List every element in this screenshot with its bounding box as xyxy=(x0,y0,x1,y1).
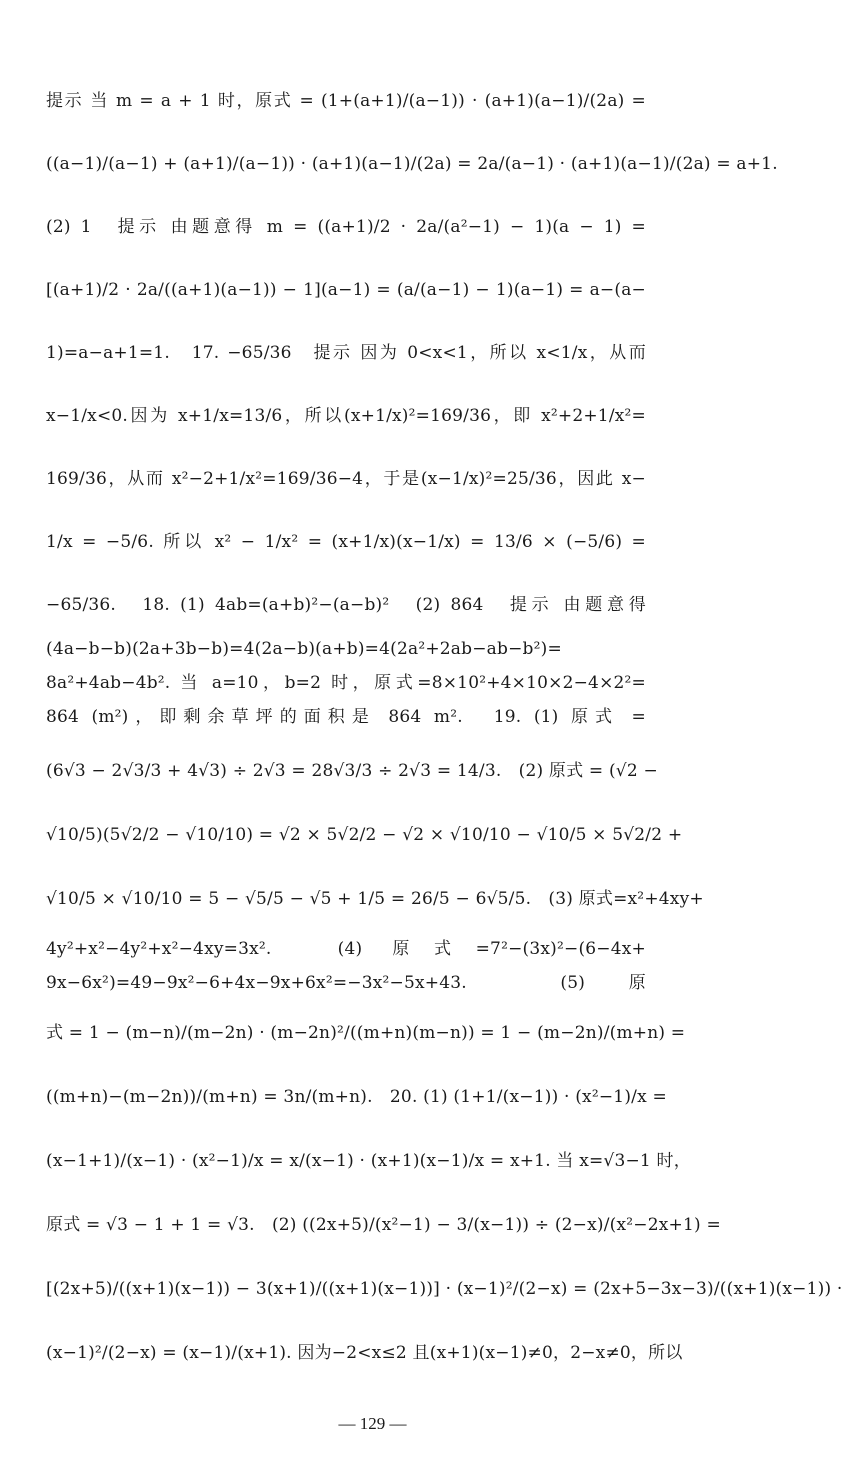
text-line: 提示 当 m = a + 1 时，原式 = (1+(a+1)/(a−1)) · (a+1)(a−1)/(2a) = xyxy=(46,91,646,111)
text-line: 169/36，从而 x²−2+1/x²=169/36−4，于是(x−1/x)²=25/36，因此 x− xyxy=(46,469,646,489)
page-number: — 129 — xyxy=(338,1414,407,1433)
text-line: −65/36. 18. (1) 4ab=(a+b)²−(a−b)² (2) 864 提示 由题意得 xyxy=(46,595,646,615)
text-line: (2) 1 提示 由题意得 m = ((a+1)/2 · 2a/(a²−1) − 1)(a − 1) = xyxy=(46,217,646,237)
text-line: 1)=a−a+1=1. 17. −65/36 提示 因为 0<x<1，所以 x<1/x，从而 xyxy=(46,343,646,363)
text-line: 1/x = −5/6. 所以 x² − 1/x² = (x+1/x)(x−1/x) = 13/6 × (−5/6) = xyxy=(46,532,646,552)
text-line: (4a−b−b)(2a+3b−b)=4(2a−b)(a+b)=4(2a²+2ab−ab−b²)= xyxy=(46,639,562,659)
text-line: (x−1)²/(2−x) = (x−1)/(x+1). 因为−2<x≤2 且(x+1)(x−1)≠0，2−x≠0，所以 xyxy=(46,1343,683,1363)
text-line: √10/5)(5√2/2 − √10/10) = √2 × 5√2/2 − √2 × √10/10 − √10/5 × 5√2/2 + xyxy=(46,825,683,845)
text-line: 4y²+x²−4y²+x²−4xy=3x². (4) 原式=7²−(3x)²−(6−4x+ xyxy=(46,939,646,959)
text-line: 原式 = √3 − 1 + 1 = √3. (2) ((2x+5)/(x²−1) − 3/(x−1)) ÷ (2−x)/(x²−2x+1) = xyxy=(46,1215,721,1235)
text-line: x−1/x<0.因为 x+1/x=13/6，所以(x+1/x)²=169/36，即 x²+2+1/x²= xyxy=(46,406,646,426)
text-line: (x−1+1)/(x−1) · (x²−1)/x = x/(x−1) · (x+1)(x−1)/x = x+1. 当 x=√3−1 时， xyxy=(46,1151,691,1171)
text-line: 8a²+4ab−4b². 当 a=10，b=2 时，原式=8×10²+4×10×2−4×2²= xyxy=(46,673,646,693)
text-line: 864 (m²)，即剩余草坪的面积是 864 m². 19. (1) 原式 = xyxy=(46,707,646,727)
text-line: 式 = 1 − (m−n)/(m−2n) · (m−2n)²/((m+n)(m−n)) = 1 − (m−2n)/(m+n) = xyxy=(46,1023,686,1043)
text-line: [(2x+5)/((x+1)(x−1)) − 3(x+1)/((x+1)(x−1))] · (x−1)²/(2−x) = (2x+5−3x−3)/((x+1)(x−1)) · xyxy=(46,1279,843,1299)
text-line: √10/5 × √10/10 = 5 − √5/5 − √5 + 1/5 = 26/5 − 6√5/5. (3) 原式=x²+4xy+ xyxy=(46,889,704,909)
text-line: ((a−1)/(a−1) + (a+1)/(a−1)) · (a+1)(a−1)/(2a) = 2a/(a−1) · (a+1)(a−1)/(2a) = a+1. xyxy=(46,154,778,174)
text-line: [(a+1)/2 · 2a/((a+1)(a−1)) − 1](a−1) = (a/(a−1) − 1)(a−1) = a−(a− xyxy=(46,280,646,300)
text-line: (6√3 − 2√3/3 + 4√3) ÷ 2√3 = 28√3/3 ÷ 2√3 = 14/3. (2) 原式 = (√2 − xyxy=(46,761,658,781)
text-line: ((m+n)−(m−2n))/(m+n) = 3n/(m+n). 20. (1) (1+1/(x−1)) · (x²−1)/x = xyxy=(46,1087,667,1107)
text-line: 9x−6x²)=49−9x²−6+4x−9x+6x²=−3x²−5x+43. (5) 原 xyxy=(46,973,646,993)
